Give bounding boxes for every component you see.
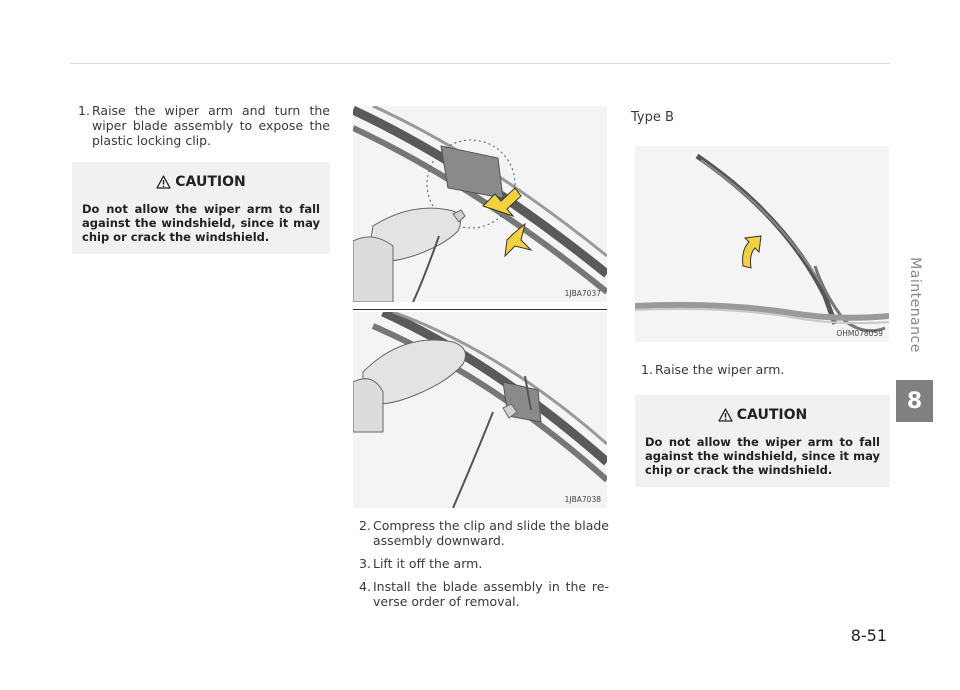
chapter-tab[interactable]: 8: [896, 380, 933, 422]
step-text: Install the blade assembly in the re-verse order of removal.: [373, 579, 609, 609]
warning-triangle-icon: [156, 175, 171, 189]
step-1: [72, 103, 330, 148]
section-label-text: Maintenance: [907, 257, 924, 353]
step-4: [353, 579, 609, 609]
caution-heading: [82, 174, 320, 190]
caution-box: [635, 395, 890, 487]
column-3: [631, 110, 890, 125]
figure-blade-slide: [353, 312, 607, 508]
column-3-caution: [635, 395, 890, 487]
step-text: Raise the wiper arm.: [655, 362, 785, 377]
figure-clip-release: [353, 106, 607, 302]
step-number: 1.: [641, 362, 653, 377]
column-1: [72, 103, 330, 254]
caution-title: CAUTION: [175, 174, 246, 190]
step-text: Raise the wiper arm and turn the wiper blade assembly to expose the plastic locking clip.: [92, 103, 330, 148]
page-number: 8-51: [850, 626, 887, 645]
section-label: [890, 240, 940, 370]
wiper-clip-illustration: [353, 106, 607, 302]
figure-separator: [353, 309, 607, 310]
caution-title: CAUTION: [736, 407, 808, 423]
warning-triangle-icon: [718, 408, 733, 422]
header-rule: [70, 63, 890, 64]
step-number: 1.: [78, 103, 90, 118]
column-2-steps: [353, 518, 609, 617]
figure-code: 1JBA7037: [564, 289, 601, 298]
step-text: Compress the clip and slide the blade assembly downward.: [373, 518, 609, 548]
step-2: [353, 518, 609, 548]
figure-type-b-raise: [635, 146, 889, 342]
type-label: Type B: [631, 110, 674, 125]
step-number: 4.: [359, 579, 371, 594]
step-1: [635, 362, 890, 377]
wiper-slide-illustration: [353, 312, 607, 508]
wiper-raise-illustration: [635, 146, 889, 342]
step-3: [353, 556, 609, 571]
figure-code: OHM078059: [836, 329, 883, 338]
caution-text: Do not allow the wiper arm to fall against the windshield, since it may chip or crack the windshield.: [645, 435, 880, 477]
figure-code: 1JBA7038: [564, 495, 601, 504]
caution-heading: [645, 407, 880, 423]
caution-text: Do not allow the wiper arm to fall against the windshield, since it may chip or crack the windshield.: [82, 202, 320, 244]
column-3-step: [635, 362, 890, 385]
step-text: Lift it off the arm.: [373, 556, 483, 571]
step-number: 2.: [359, 518, 371, 533]
step-number: 3.: [359, 556, 371, 571]
caution-box: [72, 162, 330, 254]
